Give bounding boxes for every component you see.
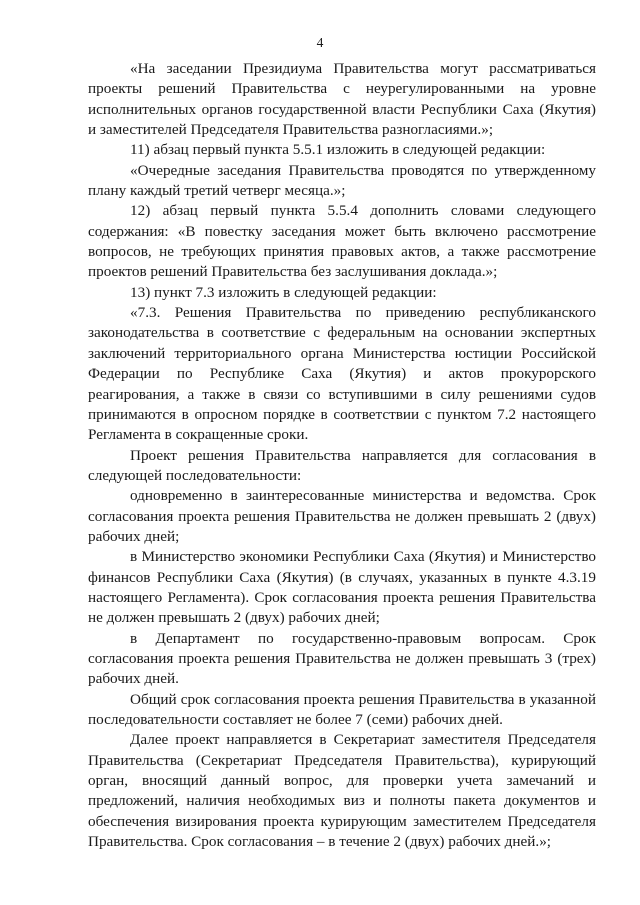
paragraph: «Очередные заседания Правительства проводятся по утвержденному плану каждый третий четверг месяца.»; [88,161,596,200]
paragraph: 12) абзац первый пункта 5.5.4 дополнить словами следующего содержания: «В повестку заседания может быть включено рассмотрение вопросов, не требующих принятия правовых актов, а также рассмотрение проектов решений Правительства без заслушивания доклада.»; [88,202,596,281]
document-body [88,59,596,852]
paragraph: Общий срок согласования проекта решения Правительства в указанной последовательности составляет не более 7 (семи) рабочих дней. [88,690,596,728]
paragraph: «На заседании Президиума Правительства могут рассматриваться проекты решений Правительства с неурегулированными на уровне исполнительных органов государственной власти Республики Саха (Якутия) и заместителей Председателя Правительства разногласиями.»; [88,60,596,139]
paragraph: «7.3. Решения Правительства по приведению республиканского законодательства в соответствие с федеральным на основании экспертных заключений территориального органа Министерства юстиции Российской Федерации по Республике Саха (Якутия) и актов прокурорского реагирования, а также в связи со вступившими в силу решениями судов принимаются в опросном порядке в соответствии с пунктом 7.2 настоящего Регламента в сокращенные сроки. [88,304,596,444]
paragraph: в Департамент по государственно-правовым вопросам. Срок согласования проекта решения Правительства не должен превышать 3 (трех) рабочих дней. [88,629,596,688]
page-number: 4 [316,35,324,50]
paragraph: в Министерство экономики Республики Саха (Якутия) и Министерство финансов Республики Саха (Якутия) (в случаях, указанных в пункте 4.3.19 настоящего Регламента). Срок согласования проекта решения Правительства не должен превышать 2 (двух) рабочих дней; [88,548,596,627]
paragraph: Проект решения Правительства направляется для согласования в следующей последовательности: [88,446,596,484]
paragraph: одновременно в заинтересованные министерства и ведомства. Срок согласования проекта решения Правительства не должен превышать 2 (двух) рабочих дней; [88,487,596,545]
paragraph: 11) абзац первый пункта 5.5.1 изложить в следующей редакции: [130,141,546,159]
paragraph: 13) пункт 7.3 изложить в следующей редакции: [130,283,437,301]
paragraph: Далее проект направляется в Секретариат заместителя Председателя Правительства (Секретариат Председателя Правительства), курирующий орган, вносящий данный вопрос, для проверки учета замечаний и предложений, наличия необходимых виз и полноты пакета документов и обеспечения визирования проекта курирующим заместителем Председателя Правительства. Срок согласования – в течение 2 (двух) рабочих дней.»; [88,731,596,851]
